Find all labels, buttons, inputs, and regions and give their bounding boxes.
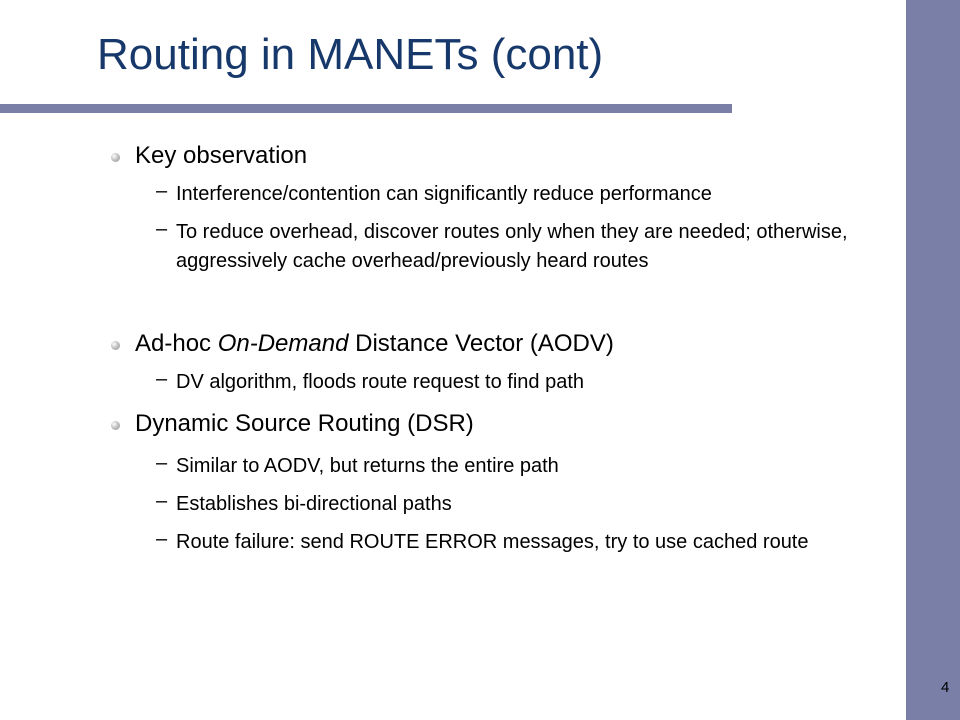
slide-title: Routing in MANETs (cont): [97, 30, 604, 79]
sub-bullet-text: Interference/contention can significantly reduce performance: [176, 183, 712, 205]
bullet-text-suffix: Distance Vector (AODV): [348, 330, 614, 357]
title-underline: [0, 104, 732, 113]
right-accent-bar: [906, 0, 960, 720]
sub-bullet-text: Route failure: send ROUTE ERROR messages, try to use cached route: [176, 531, 809, 553]
bullet-icon: [111, 341, 120, 350]
bullet-text: [135, 330, 614, 358]
bullet-text: Key observation: [135, 142, 308, 169]
bullet-text-emphasis: On-Demand: [217, 330, 349, 357]
bullet-icon: [111, 153, 120, 162]
bullet-text-prefix: Ad-hoc: [135, 330, 218, 357]
dash-icon: –: [156, 490, 168, 512]
sub-bullet-text: Establishes bi-directional paths: [176, 493, 452, 515]
sub-bullet-text: DV algorithm, floods route request to find path: [176, 371, 585, 393]
bullet-text: Dynamic Source Routing (DSR): [135, 410, 474, 437]
dash-icon: –: [156, 218, 168, 240]
dash-icon: –: [156, 368, 168, 390]
dash-icon: –: [156, 528, 168, 550]
dash-icon: –: [156, 180, 168, 202]
page-number: 4: [941, 679, 950, 696]
sub-bullet-text: To reduce overhead, discover routes only when they are needed; otherwise, aggressively cache overhead/previously heard routes: [176, 221, 848, 272]
sub-bullet-text: Similar to AODV, but returns the entire path: [176, 455, 559, 477]
bullet-icon: [111, 421, 120, 430]
dash-icon: –: [156, 452, 168, 474]
